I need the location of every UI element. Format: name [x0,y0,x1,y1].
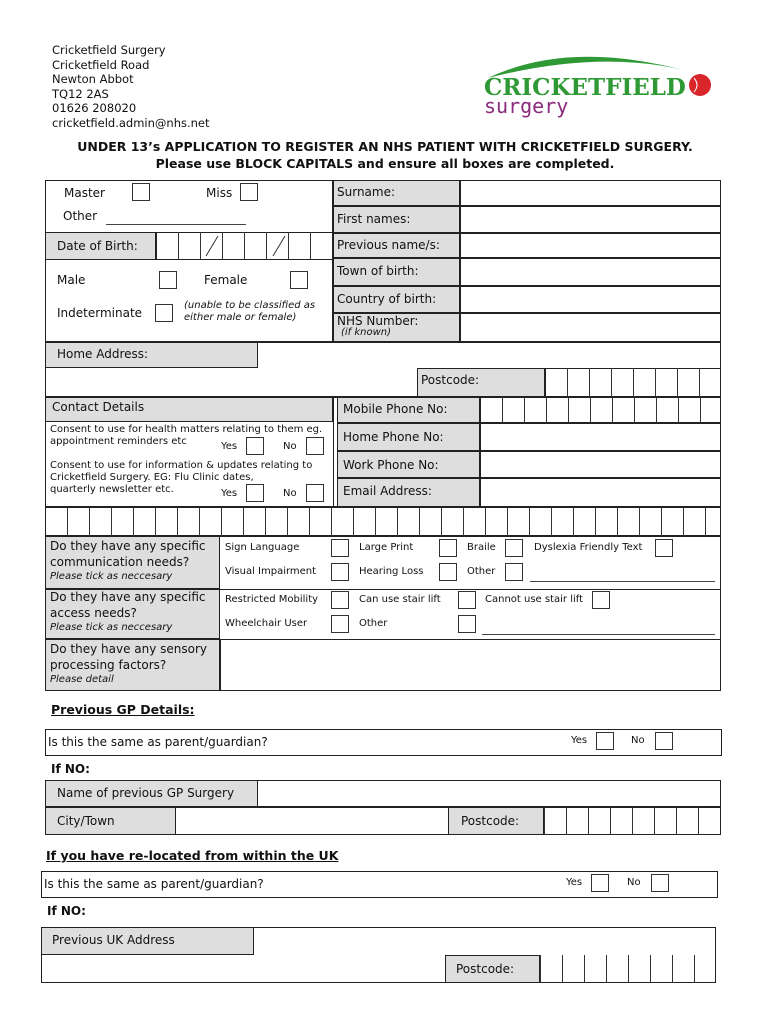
postcode-cells [545,368,721,397]
town-of-birth-label: Town of birth: [337,264,419,278]
consent-info-yes-label: Yes [221,488,238,499]
surname-input[interactable] [460,180,721,206]
miss-checkbox[interactable] [240,183,258,201]
braile-checkbox[interactable] [505,539,523,557]
access-other-field[interactable] [482,634,715,635]
tick-note: Please tick as neccesary [50,622,173,633]
other-title-field[interactable] [106,224,246,225]
cannot-use-stair-lift-label: Cannot use stair lift [485,594,584,605]
address-line: Newton Abbot [52,72,134,86]
home-address-label: Home Address: [57,347,149,361]
dob-digit-cells [156,232,333,260]
cannot-use-stair-lift-checkbox[interactable] [592,591,610,609]
prev-uk-address-label: Previous UK Address [52,933,175,947]
comm-other-checkbox[interactable] [505,563,523,581]
consent-health-yes-label: Yes [221,441,238,452]
logo-text-cricketfield: CRICKETFIELD [484,74,686,101]
male-checkbox[interactable] [159,271,177,289]
contact-title: Contact Details [52,400,145,414]
wheelchair-user-label: Wheelchair User [225,618,308,629]
form-subtitle: Please use BLOCK CAPITALS and ensure all boxes are completed. [155,156,615,171]
town-of-birth-input[interactable] [460,258,721,286]
reloc-if-no-label: If NO: [47,904,86,918]
reloc-postcode-cells[interactable] [540,955,716,983]
consent-info-yes-checkbox[interactable] [246,484,264,502]
gp-same-no-checkbox[interactable] [655,732,673,750]
consent-info-no-checkbox[interactable] [306,484,324,502]
male-label: Male [57,273,86,287]
reloc-same-yes-label: Yes [566,877,583,888]
gp-postcode-label: Postcode: [461,814,520,828]
indeterminate-note: (unable to be classified as [184,300,316,311]
large-print-checkbox[interactable] [439,539,457,557]
master-checkbox[interactable] [132,183,150,201]
master-label: Master [64,186,105,200]
indeterminate-checkbox[interactable] [155,304,173,322]
consent-info-text: Consent to use for information & updates relating to [50,460,313,471]
email-address-label: Email Address: [343,484,432,498]
form-title: UNDER 13’s APPLICATION TO REGISTER AN NHS PATIENT WITH CRICKETFIELD SURGERY. [77,139,693,154]
gp-city-label: City/Town [57,814,115,828]
braile-label: Braile [467,542,496,553]
dob-slash-icon [200,234,224,258]
reloc-same-yes-checkbox[interactable] [591,874,609,892]
gp-if-no-label: If NO: [51,762,90,776]
surgery-address [52,43,210,130]
nhs-number-label: NHS Number: [337,314,419,328]
address-line: Cricketfield Road [52,57,150,72]
sensory-details-input[interactable] [220,639,721,691]
work-phone-input[interactable] [480,451,721,478]
hearing-loss-checkbox[interactable] [439,563,457,581]
surgery-logo [478,44,718,124]
consent-health-no-label: No [283,441,297,452]
consent-health-text: Consent to use for health matters relating to them eg. [50,424,323,435]
consent-health-text: appointment reminders etc [50,436,187,447]
detail-note: Please detail [50,674,114,685]
female-checkbox[interactable] [290,271,308,289]
consent-info-text: quarterly newsletter etc. [50,484,174,495]
email-input[interactable] [480,478,721,507]
tick-note: Please tick as neccesary [50,571,173,582]
indeterminate-note: either male or female) [184,312,297,323]
visual-impairment-checkbox[interactable] [331,563,349,581]
address-line: Cricketfield Surgery [52,43,166,57]
wheelchair-user-checkbox[interactable] [331,615,349,633]
work-phone-label: Work Phone No: [343,458,439,472]
dob-label: Date of Birth: [57,239,138,253]
gp-postcode-cells[interactable] [544,807,721,835]
home-phone-input[interactable] [480,423,721,451]
contact-divider [333,397,334,507]
previous-names-input[interactable] [460,233,721,258]
can-use-stair-lift-checkbox[interactable] [458,591,476,609]
dob-slash-icon [267,234,291,258]
reloc-same-question: Is this the same as parent/guardian? [44,877,264,891]
country-of-birth-label: Country of birth: [337,292,437,306]
first-names-label: First names: [337,212,411,226]
postcode-label: Postcode: [421,373,480,387]
gp-same-question: Is this the same as parent/guardian? [48,735,268,749]
nhs-number-input[interactable] [460,313,721,342]
logo-text-surgery: surgery [484,94,569,118]
reloc-same-no-label: No [627,877,641,888]
dyslexia-checkbox[interactable] [655,539,673,557]
consent-info-no-label: No [283,488,297,499]
miss-label: Miss [206,186,233,200]
consent-info-text: Cricketfield Surgery. EG: Flu Clinic dates, [50,472,254,483]
gp-name-label: Name of previous GP Surgery [57,786,235,800]
comm-needs-question: communication needs? [50,555,190,569]
previous-names-label: Previous name/s: [337,238,440,252]
restricted-mobility-label: Restricted Mobility [225,594,319,605]
sign-language-checkbox[interactable] [331,539,349,557]
country-of-birth-input[interactable] [460,286,721,313]
other-title-label: Other [63,209,98,223]
comm-needs-question: Do they have any specific [50,539,206,553]
home-phone-label: Home Phone No: [343,430,444,444]
address-line: TQ12 2AS [52,86,109,101]
visual-impairment-label: Visual Impairment [225,566,317,577]
consent-health-yes-checkbox[interactable] [246,437,264,455]
indeterminate-label: Indeterminate [57,306,143,320]
sensory-question: processing factors? [50,658,167,672]
access-needs-question: access needs? [50,606,137,620]
mobile-digit-cells [480,397,721,423]
gp-same-yes-label: Yes [571,735,588,746]
access-other-checkbox[interactable] [458,615,476,633]
nhs-known-note: (if known) [341,327,392,338]
phone-number: 01626 208020 [52,101,137,115]
comm-other-field[interactable] [530,581,715,582]
reloc-postcode-label: Postcode: [456,962,515,976]
large-print-label: Large Print [359,542,414,553]
can-use-stair-lift-label: Can use stair lift [359,594,441,605]
hearing-loss-label: Hearing Loss [359,566,424,577]
sign-language-label: Sign Language [225,542,300,553]
previous-gp-heading: Previous GP Details: [51,702,195,717]
restricted-mobility-checkbox[interactable] [331,591,349,609]
reloc-same-no-checkbox[interactable] [651,874,669,892]
access-needs-question: Do they have any specific [50,590,206,604]
access-other-label: Other [359,618,388,629]
mobile-phone-label: Mobile Phone No: [343,402,448,416]
female-label: Female [204,273,248,287]
gp-same-yes-checkbox[interactable] [596,732,614,750]
dyslexia-label: Dyslexia Friendly Text [534,542,643,553]
sensory-question: Do they have any sensory [50,642,208,656]
relocated-heading: If you have re-located from within the UK [46,848,339,863]
email-address: cricketfield.admin@nhs.net [52,115,210,130]
comm-other-label: Other [467,566,496,577]
email-character-cells [45,507,721,536]
consent-health-no-checkbox[interactable] [306,437,324,455]
gp-same-no-label: No [631,735,645,746]
surname-label: Surname: [337,185,396,199]
first-names-input[interactable] [460,206,721,233]
